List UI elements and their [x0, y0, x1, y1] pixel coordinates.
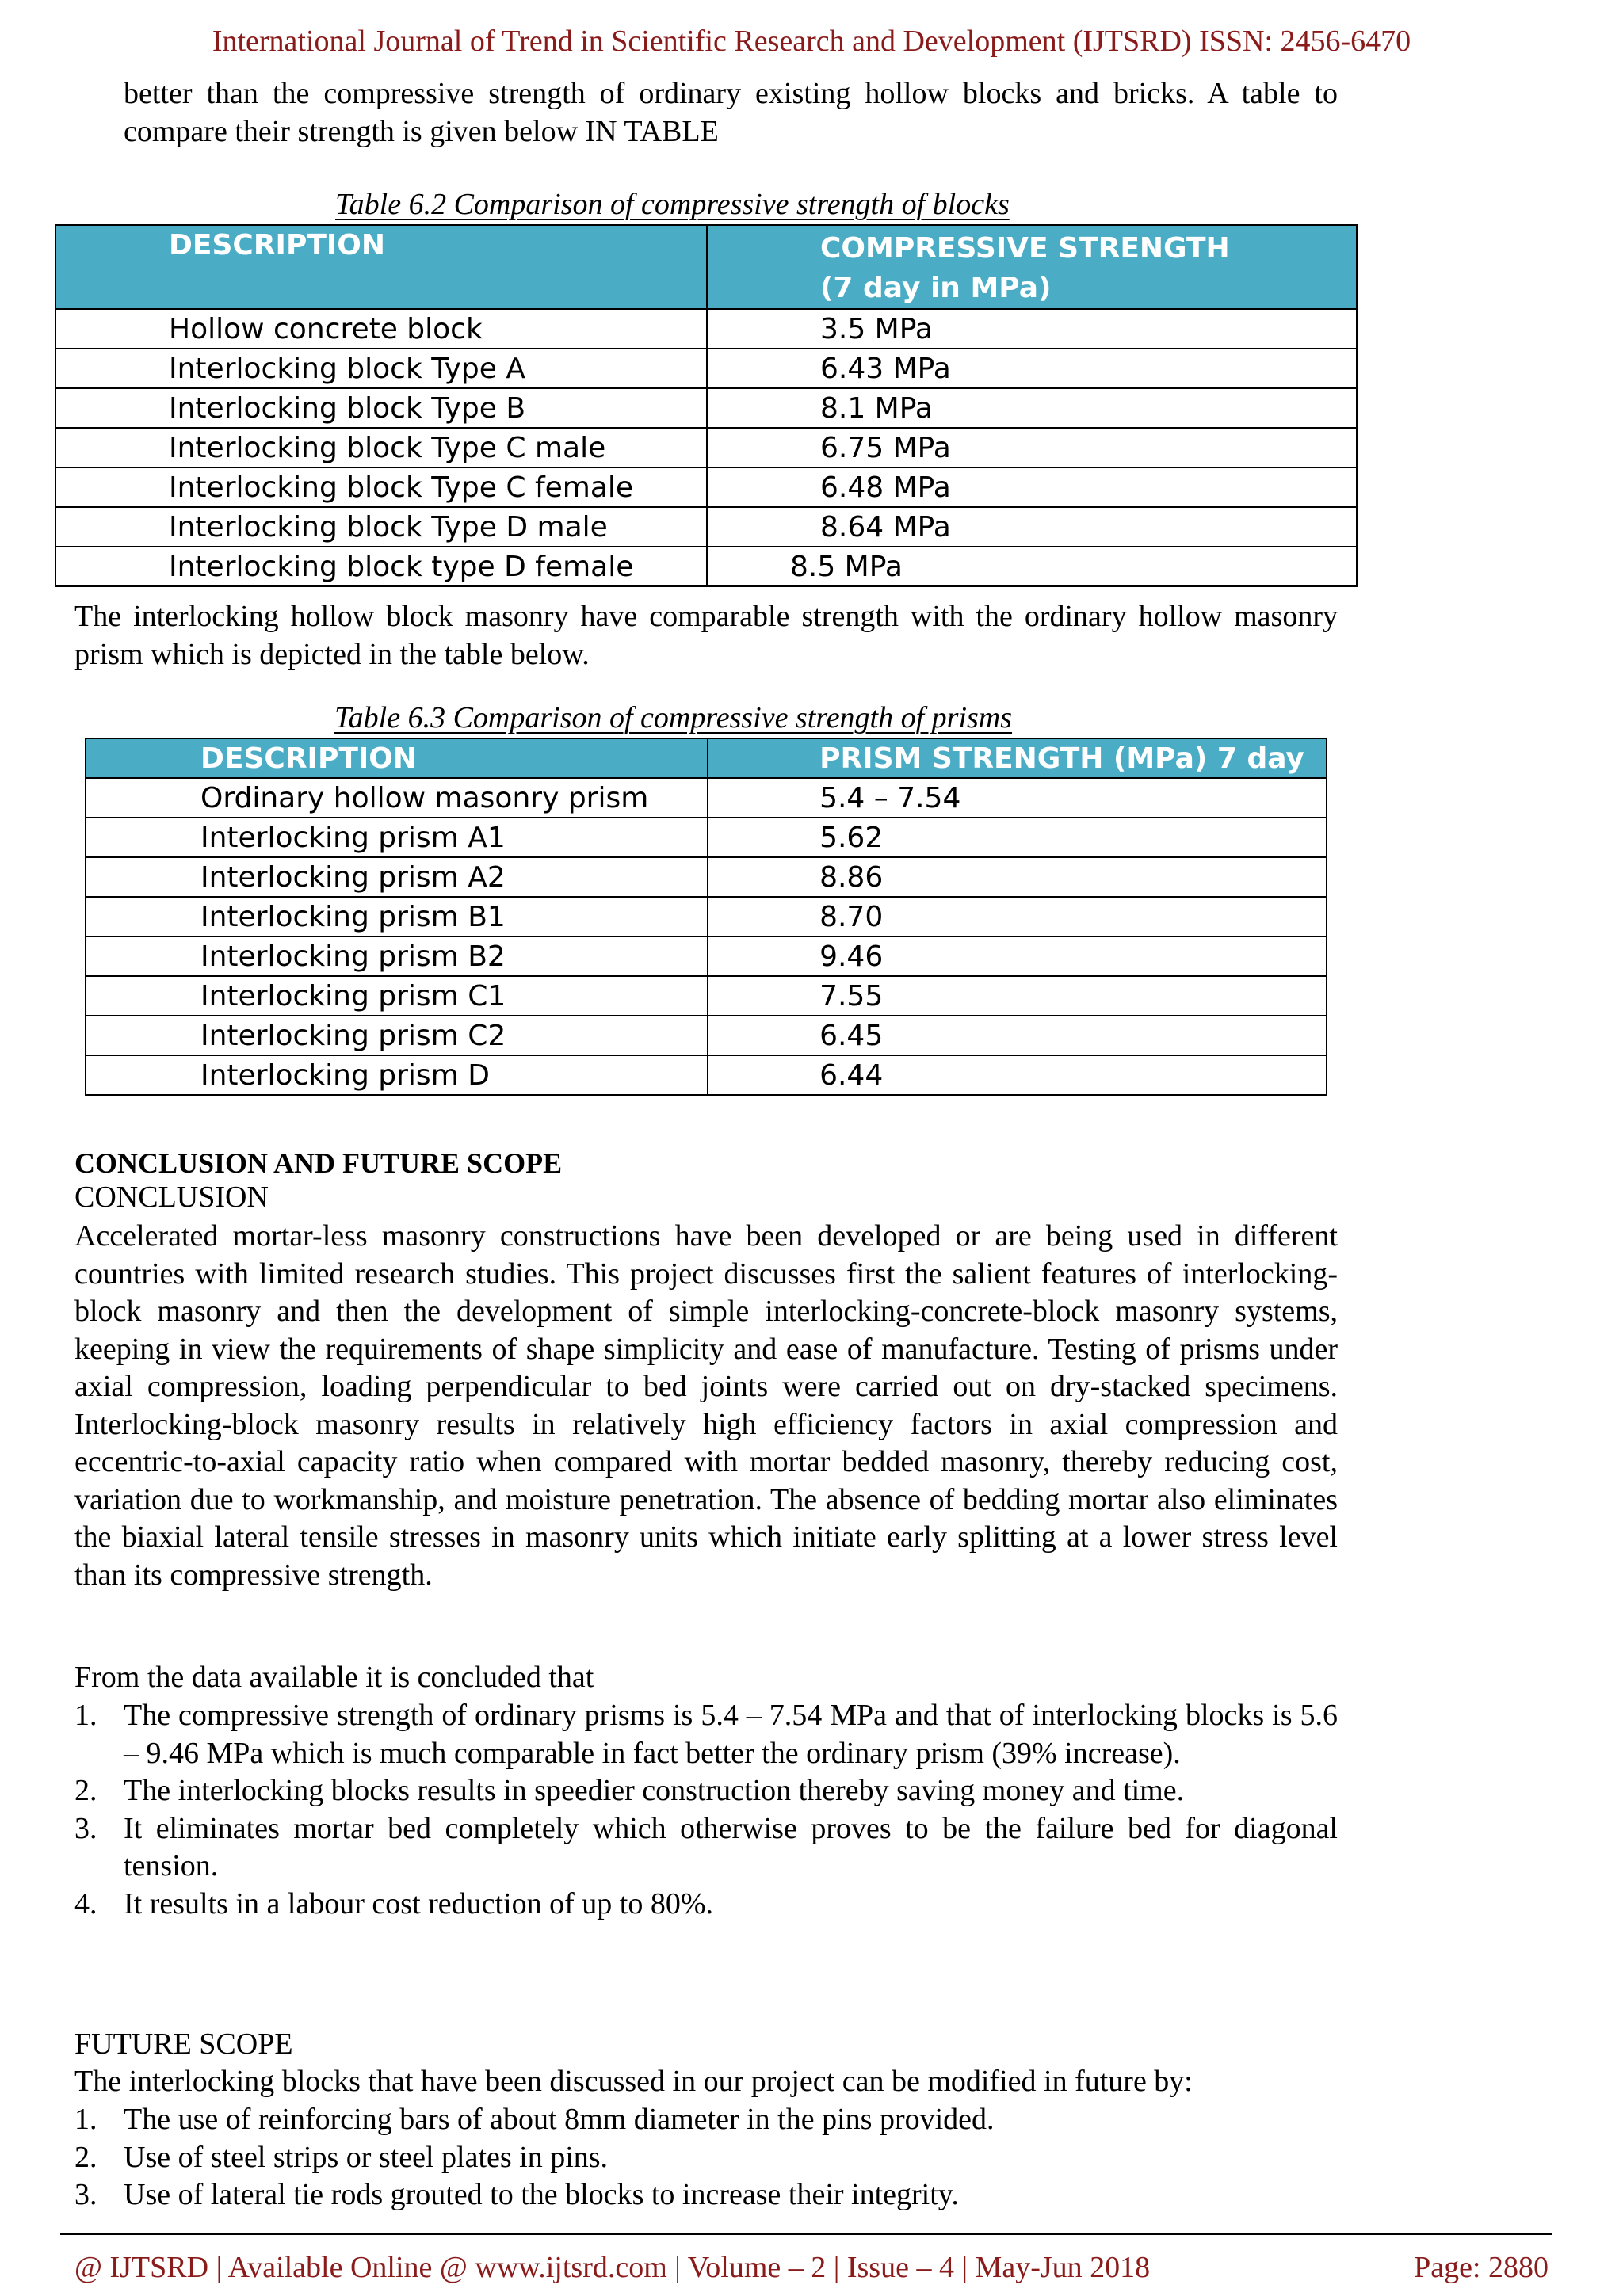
table1-cell-desc: Hollow concrete block [55, 309, 707, 349]
table2-cell-desc: Interlocking prism D [86, 1055, 708, 1095]
table-row [86, 818, 1327, 857]
table2-cell-desc: Interlocking prism C1 [86, 976, 708, 1016]
future-heading: FUTURE SCOPE [74, 2027, 293, 2061]
mid-paragraph: The interlocking hollow block masonry have comparable strength with the ordinary hollow masonry prism which is depicted in the table below. [74, 600, 1338, 671]
table2-cell-value: 9.46 [708, 936, 1327, 976]
table2-cell-value: 6.44 [708, 1055, 1327, 1095]
page-footer [74, 2250, 1549, 2285]
table-row [86, 857, 1327, 897]
table-row [55, 349, 1357, 388]
conclusion-list [74, 1697, 1338, 1923]
table2-header-strength: PRISM STRENGTH (MPa) 7 day [708, 738, 1327, 778]
table1-caption: Table 6.2 Comparison of compressive strength of blocks [335, 188, 1010, 221]
table1-header-row [55, 225, 1357, 309]
list-item: 2. Use of steel strips or steel plates in pins. [74, 2140, 609, 2174]
page-number: Page: 2880 [1414, 2251, 1549, 2284]
table1-header-strength: COMPRESSIVE STRENGTH (7 day in MPa) [707, 225, 1357, 309]
table2-cell-value: 8.86 [708, 857, 1327, 897]
table-row [55, 388, 1357, 428]
list-item: 3. Use of lateral tie rods grouted to the blocks to increase their integrity. [74, 2178, 959, 2211]
table-row [55, 467, 1357, 507]
section-heading: CONCLUSION AND FUTURE SCOPE [74, 1147, 563, 1179]
list-item: 4. It results in a labour cost reduction of up to 80%. [74, 1886, 714, 1920]
table2-caption: Table 6.3 Comparison of compressive strength of prisms [334, 701, 1013, 734]
table1-cell-desc: Interlocking block Type B [55, 388, 707, 428]
table2-cell-value: 7.55 [708, 976, 1327, 1016]
list-item: 1. The compressive strength of ordinary prisms is 5.4 – 7.54 MPa and that of interlocking blocks is 5.6 – 9.46 MPa which is much comparable in fact better the ordinary prism (39% increase). [74, 1699, 1338, 1770]
footer-text: @ IJTSRD | Available Online @ www.ijtsrd.com | Volume – 2 | Issue – 4 | May-Jun 2018 [74, 2251, 1151, 2284]
table-row [55, 428, 1357, 467]
table-compressive-strength-prisms [85, 738, 1327, 1096]
table1-cell-value: 8.5 MPa [707, 547, 1357, 586]
table1-cell-value: 8.64 MPa [707, 507, 1357, 547]
intro-paragraph: better than the compressive strength of ordinary existing hollow blocks and bricks. A table to compare their strength is given below IN TABLE [124, 77, 1338, 148]
table-row [55, 309, 1357, 349]
table2-header-description: DESCRIPTION [86, 738, 708, 778]
table1-cell-value: 6.43 MPa [707, 349, 1357, 388]
table2-cell-value: 5.4 – 7.54 [708, 778, 1327, 818]
table2-cell-value: 8.70 [708, 897, 1327, 936]
table1-header-description: DESCRIPTION [55, 225, 707, 309]
table2-header-row [86, 738, 1327, 778]
table-compressive-strength-blocks [55, 224, 1358, 587]
table1-cell-value: 8.1 MPa [707, 388, 1357, 428]
future-list [74, 2101, 1338, 2214]
table1-cell-desc: Interlocking block Type C male [55, 428, 707, 467]
table1-cell-desc: Interlocking block Type A [55, 349, 707, 388]
table2-cell-value: 6.45 [708, 1016, 1327, 1055]
table-row [55, 547, 1357, 586]
list-item: 3. It eliminates mortar bed completely which otherwise proves to be the failure bed for diagonal tension. [74, 1811, 1338, 1882]
list-item: 2. The interlocking blocks results in speedier construction thereby saving money and time. [74, 1774, 1185, 1807]
conclusion-heading: CONCLUSION [74, 1180, 269, 1214]
table-row [86, 976, 1327, 1016]
table1-cell-desc: Interlocking block Type D male [55, 507, 707, 547]
table-row [86, 897, 1327, 936]
table1-cell-value: 6.75 MPa [707, 428, 1357, 467]
table1-cell-desc: Interlocking block Type C female [55, 467, 707, 507]
table2-cell-desc: Interlocking prism B2 [86, 936, 708, 976]
journal-header: International Journal of Trend in Scientific Research and Development (IJTSRD) ISSN: 2456-6470 [212, 25, 1411, 58]
table2-cell-desc: Interlocking prism A2 [86, 857, 708, 897]
future-lead: The interlocking blocks that have been discussed in our project can be modified in future by: [74, 2065, 1193, 2098]
table1-cell-desc: Interlocking block type D female [55, 547, 707, 586]
table2-cell-desc: Ordinary hollow masonry prism [86, 778, 708, 818]
table-row [86, 1055, 1327, 1095]
table2-cell-desc: Interlocking prism B1 [86, 897, 708, 936]
table2-cell-value: 5.62 [708, 818, 1327, 857]
conclusion-paragraph: Accelerated mortar-less masonry constructions have been developed or are being used in different countries with limited research studies. This project discusses first the salient features of interlocking-block masonry and then the development of simple interlocking-concrete-block masonry systems, keeping in view the requirements of shape simplicity and ease of manufacture. Testing of prisms under axial compression, loading perpendicular to bed joints were carried out on dry-stacked specimens. Interlocking-block masonry results in relatively high efficiency factors in axial compression and eccentric-to-axial capacity ratio when compared with mortar bedded masonry, thereby reducing cost, variation due to workmanship, and moisture penetration. The absence of bedding mortar also eliminates the biaxial lateral tensile stresses in masonry units which initiate early splitting at a lower stress level than its compressive strength. [74, 1219, 1338, 1592]
table2-cell-desc: Interlocking prism C2 [86, 1016, 708, 1055]
table-row [86, 936, 1327, 976]
table-row [86, 1016, 1327, 1055]
table-row [55, 507, 1357, 547]
conclusion-lead: From the data available it is concluded that [74, 1661, 594, 1694]
table-row [86, 778, 1327, 818]
table1-cell-value: 3.5 MPa [707, 309, 1357, 349]
footer-divider [60, 2233, 1552, 2235]
table2-cell-desc: Interlocking prism A1 [86, 818, 708, 857]
table1-cell-value: 6.48 MPa [707, 467, 1357, 507]
list-item: 1. The use of reinforcing bars of about 8mm diameter in the pins provided. [74, 2103, 995, 2136]
